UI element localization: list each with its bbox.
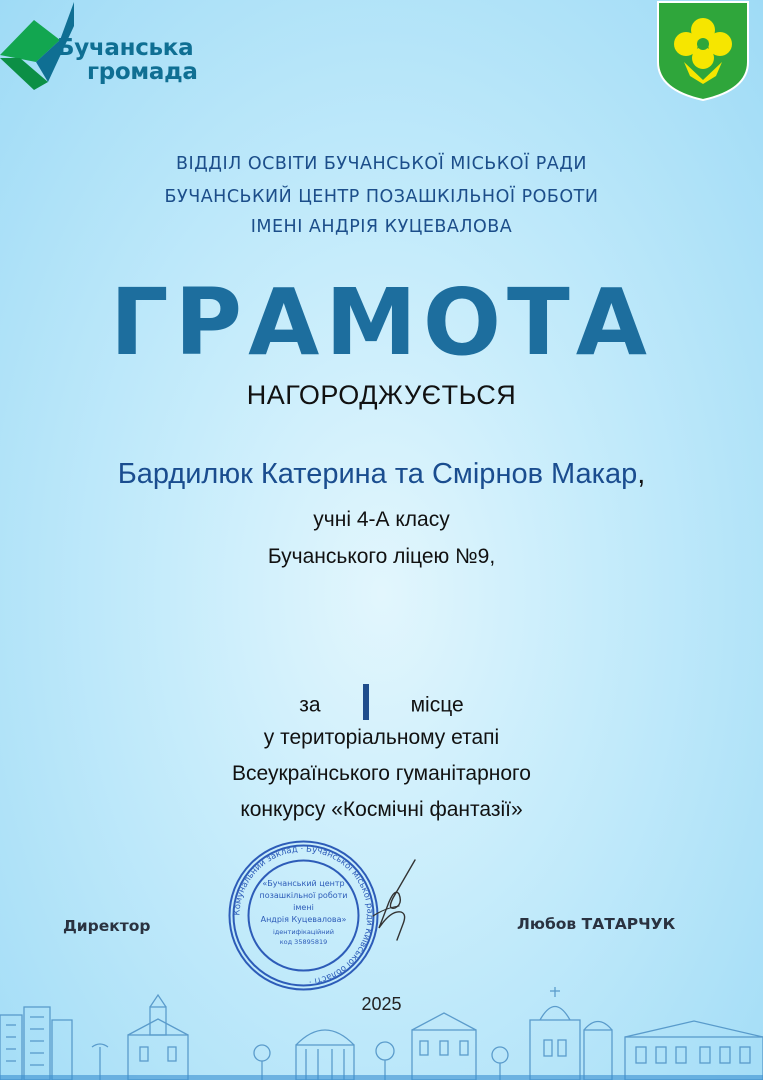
recipient-school: Бучанського ліцею №9, <box>267 545 496 568</box>
stamp-inner-3: імені <box>293 903 314 912</box>
page-title: ГРАМОТА <box>110 269 653 376</box>
city-skyline-illustration <box>0 985 763 1080</box>
recipient-class: учні 4-А класу <box>313 508 450 531</box>
awarded-label: НАГОРОДЖУЄТЬСЯ <box>246 380 517 410</box>
recipient-names-text: Бардилюк Катерина та Смірнов Макар <box>117 458 638 490</box>
stamp-inner-1: «Бучанський центр <box>262 879 345 888</box>
achievement-line-2: у територіальному етапі <box>263 726 500 749</box>
brand-line1: Бучанська <box>57 35 194 61</box>
org-line-2: БУЧАНСЬКИЙ ЦЕНТР ПОЗАШКІЛЬНОЇ РОБОТИ <box>164 187 599 207</box>
recipient-comma: , <box>637 458 646 490</box>
handwritten-signature <box>365 858 425 958</box>
place-word: місце <box>410 693 464 717</box>
stamp-inner-2: позашкільної роботи <box>259 891 348 900</box>
place-row <box>0 688 763 724</box>
stamp-outer-text: Комунальний заклад · Бучанської міської ради Київської області · <box>232 844 375 987</box>
stamp-inner-4: Андрія Куцевалова» <box>260 915 347 924</box>
director-name: Любов ТАТАРЧУК <box>517 915 676 933</box>
official-stamp <box>226 838 381 993</box>
org-line-3: ІМЕНІ АНДРІЯ КУЦЕВАЛОВА <box>250 217 513 237</box>
stamp-inner-5: ідентифікаційний <box>273 928 334 936</box>
za-label: за <box>299 693 321 717</box>
achievement-line-3: Всеукраїнського гуманітарного <box>232 762 531 785</box>
place-numeral <box>363 684 369 720</box>
director-label: Директор <box>63 917 151 935</box>
coat-of-arms-icon <box>656 0 750 102</box>
year: 2025 <box>361 994 402 1014</box>
org-line-1: ВІДДІЛ ОСВІТИ БУЧАНСЬКОЇ МІСЬКОЇ РАДИ <box>175 154 588 174</box>
recipient-names <box>0 458 763 491</box>
achievement-line-4: конкурсу «Космічні фантазії» <box>240 798 523 821</box>
stamp-inner-6: код 35895819 <box>279 938 328 946</box>
brand-name <box>57 36 198 84</box>
brand-line2: громада <box>87 59 198 85</box>
